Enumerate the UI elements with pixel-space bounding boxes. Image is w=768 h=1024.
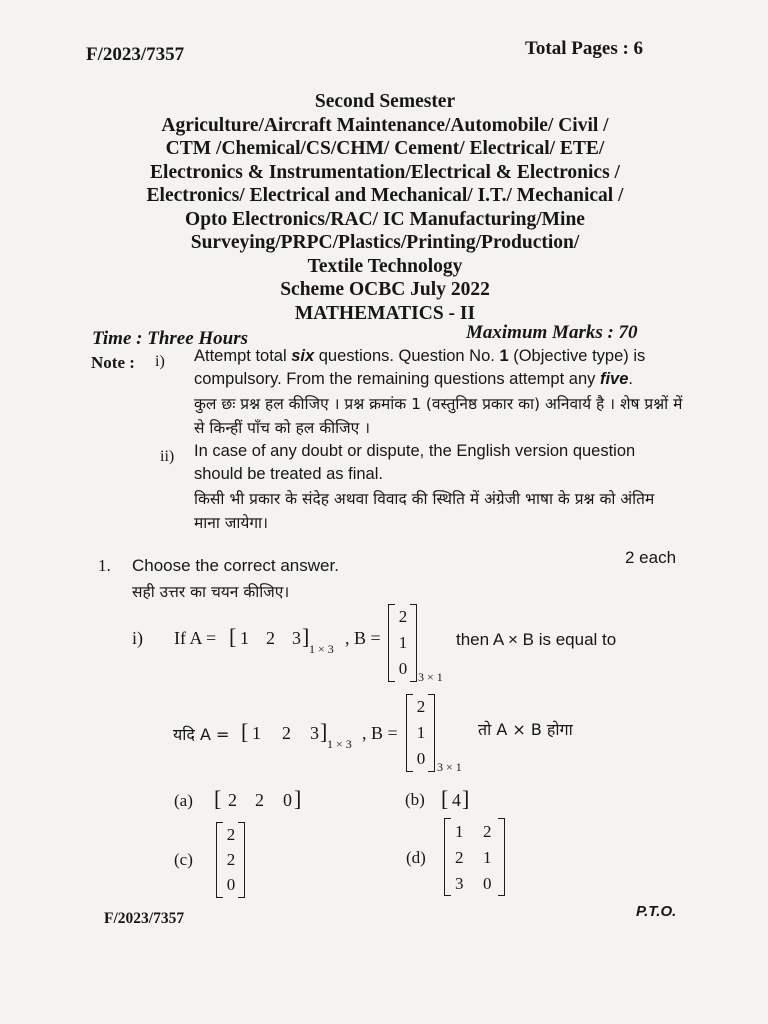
matrix-b-entry: 2 [416, 697, 426, 716]
matrix-b-entry: 0 [398, 659, 408, 678]
branch-line-2: CTM /Chemical/CS/CHM/ Cement/ Electrical/ ETE/ [165, 138, 605, 159]
option-b-label: (b) [405, 790, 425, 809]
bracket-close: ] [320, 719, 328, 744]
matrix-a-entry: 1 [240, 628, 249, 648]
option-d-label: (d) [406, 848, 426, 867]
matrix-b-entry: 1 [398, 633, 408, 652]
option-d-entry: 0 [483, 874, 492, 893]
matrix-a-entry: 3 [292, 628, 301, 648]
matrix-a-label: If A = [174, 628, 217, 648]
matrix-a-entry: 2 [266, 628, 275, 648]
option-a-entry: 0 [283, 790, 292, 810]
note-item-number: i) [155, 353, 165, 370]
matrix-a-order: 1 × 3 [327, 737, 352, 751]
matrix-b-order: 3 × 1 [437, 760, 462, 774]
branch-line-7: Textile Technology [307, 255, 463, 277]
bracket-open: [ [441, 786, 449, 811]
question-part-text: then A × B is equal to [456, 630, 617, 649]
option-d-bracket-right [498, 818, 505, 896]
marks-each: 2 each [625, 548, 677, 567]
semester-title: Second Semester [314, 91, 456, 112]
bracket-close: ] [462, 786, 470, 811]
matrix-a-entry: 2 [282, 723, 291, 743]
branch-line-3: Electronics & Instrumentation/Electrical & Electronics / [150, 161, 620, 183]
option-a-entry: 2 [228, 790, 237, 810]
matrix-b-entry: 0 [416, 749, 426, 768]
subject-title: MATHEMATICS - II [294, 302, 476, 324]
matrix-b-entry: 1 [416, 723, 426, 742]
option-d-bracket-left [444, 818, 451, 896]
note-item-2-hindi: किसी भी प्रकार के संदेह अथवा विवाद की स्थिति में अंग्रेजी भाषा के प्रश्न को अंतिम माना जायेगा। [194, 490, 655, 532]
option-a-label: (a) [174, 791, 193, 810]
option-d-entry: 2 [483, 822, 492, 841]
option-c-label: (c) [174, 850, 193, 869]
note-item-1-hindi: कुल छः प्रश्न हल कीजिए । प्रश्न क्रमांक 1 (वस्तुनिष्ठ प्रकार का) अनिवार्य है । शेष प्रश्नों में से किन्हीं पाँच को हल कीजिए । [194, 395, 683, 437]
branch-line-1: Agriculture/Aircraft Maintenance/Automobile/ Civil / [161, 114, 609, 136]
question-part-text-hindi: तो A × B होगा [478, 720, 573, 739]
option-c-entry: 0 [226, 875, 236, 895]
branch-line-4: Electronics/ Electrical and Mechanical/ I.T./ Mechanical / [146, 185, 624, 206]
note-item-number: ii) [160, 448, 175, 465]
option-d-entry: 2 [455, 848, 464, 867]
question-text-hindi: सही उत्तर का चयन कीजिए। [132, 583, 290, 601]
option-d-entry: 1 [483, 848, 492, 867]
bracket-open: [ [241, 719, 249, 744]
matrix-b-label: , B = [362, 723, 398, 743]
note-item-1 [194, 345, 684, 440]
branch-line-5: Opto Electronics/RAC/ IC Manufacturing/Mine [185, 208, 585, 230]
option-a-entry: 2 [255, 790, 264, 810]
matrix-a-order: 1 × 3 [309, 642, 334, 656]
scheme-line: Scheme OCBC July 2022 [280, 279, 490, 300]
note-item-2-text: In case of any doubt or dispute, the English version question should be treated as final. [194, 442, 636, 483]
exam-heading [80, 90, 690, 325]
option-c-entry: 2 [226, 849, 236, 869]
matrix-b [394, 604, 412, 682]
matrix-b [412, 694, 430, 772]
please-turn-over: P.T.O. [636, 903, 677, 920]
matrix-a-entry: 1 [252, 723, 261, 743]
bracket-close: ] [302, 624, 310, 649]
matrix-b-order: 3 × 1 [418, 670, 443, 684]
matrix-a-entry: 3 [310, 723, 319, 743]
maximum-marks: Maximum Marks : 70 [466, 322, 638, 343]
question-number: 1. [98, 556, 111, 575]
note-item-1-text: Attempt total six questions. Question No. 1 (Objective type) is compulsory. From the remaining questions attempt any five. [194, 347, 646, 388]
question-text: Choose the correct answer. [132, 556, 339, 575]
paper-code: F/2023/7357 [86, 44, 185, 65]
total-pages: Total Pages : 6 [525, 38, 644, 59]
note-label: Note : [91, 353, 135, 372]
bracket-open: [ [229, 624, 237, 649]
matrix-b-label: , B = [345, 628, 381, 648]
bracket-open: [ [214, 786, 222, 811]
exam-duration: Time : Three Hours [92, 328, 249, 349]
option-c-entry: 2 [226, 824, 236, 844]
option-d-entry: 3 [455, 874, 464, 893]
matrix-a-label-hindi: यदि A = [173, 725, 230, 744]
option-c-matrix [222, 822, 240, 898]
note-item-2 [194, 440, 684, 535]
option-b-entry: 4 [452, 790, 461, 810]
part-number: i) [132, 628, 143, 648]
bracket-close: ] [294, 786, 302, 811]
footer-paper-code: F/2023/7357 [104, 910, 185, 927]
option-d-entry: 1 [455, 822, 464, 841]
branch-line-6: Surveying/PRPC/Plastics/Printing/Production/ [190, 232, 580, 253]
matrix-b-entry: 2 [398, 607, 408, 626]
